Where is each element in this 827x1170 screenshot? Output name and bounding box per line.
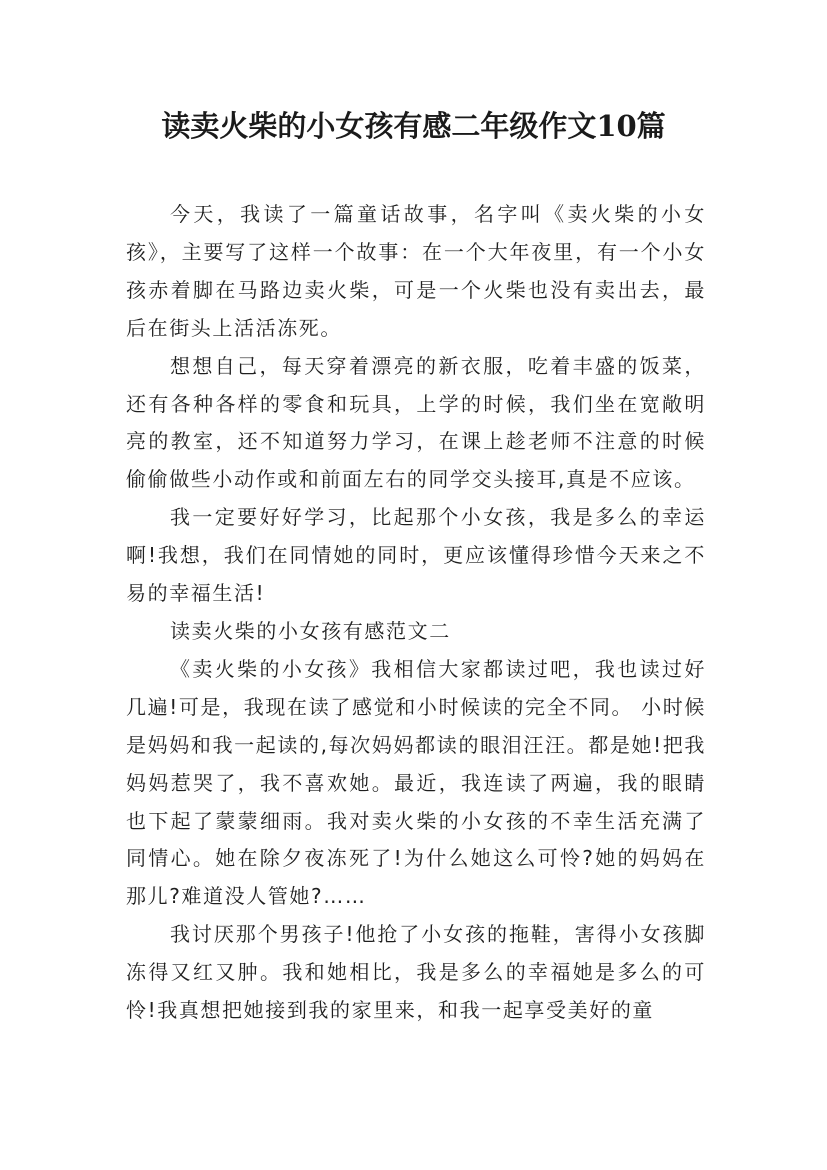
- paragraph-3: 我一定要好好学习，比起那个小女孩，我是多么的幸运啊!我想，我们在同情她的同时，更应该懂得珍惜今天来之不易的幸福生活!: [126, 505, 706, 606]
- paragraph-5: 我讨厌那个男孩子!他抢了小女孩的拖鞋，害得小女孩脚冻得又红又肿。我和她相比，我是多么的幸福她是多么的可怜!我真想把她接到我的家里来，和我一起享受美好的童: [126, 922, 706, 1023]
- paragraph-1: 今天，我读了一篇童话故事，名字叫《卖火柴的小女孩》，主要写了这样一个故事：在一个大年夜里，有一个小女孩赤着脚在马路边卖火柴，可是一个火柴也没有卖出去，最后在街头上活活冻死。: [126, 202, 706, 340]
- section-heading: 读卖火柴的小女孩有感范文二: [170, 618, 451, 643]
- document-title: 读卖火柴的小女孩有感二年级作文10篇: [161, 109, 666, 143]
- paragraph-2: 想想自己，每天穿着漂亮的新衣服，吃着丰盛的饭菜，还有各种各样的零食和玩具，上学的时候，我们坐在宽敞明亮的教室，还不知道努力学习，在课上趁老师不注意的时候偷偷做些小动作或和前面左右的同学交头接耳,真是不应该。: [126, 353, 706, 492]
- paragraph-4: 《卖火柴的小女孩》我相信大家都读过吧，我也读过好几遍!可是，我现在读了感觉和小时候读的完全不同。 小时候是妈妈和我一起读的,每次妈妈都读的眼泪汪汪。都是她!把我妈妈惹哭了，我不喜欢她。最近，我连读了两遍，我的眼睛也下起了蒙蒙细雨。我对卖火柴的小女孩的不幸生活充满了同情心。她在除夕夜冻死了!为什么她这么可怜?她的妈妈在那儿?难道没人管她?……: [126, 656, 706, 909]
- document-body: [126, 196, 706, 1030]
